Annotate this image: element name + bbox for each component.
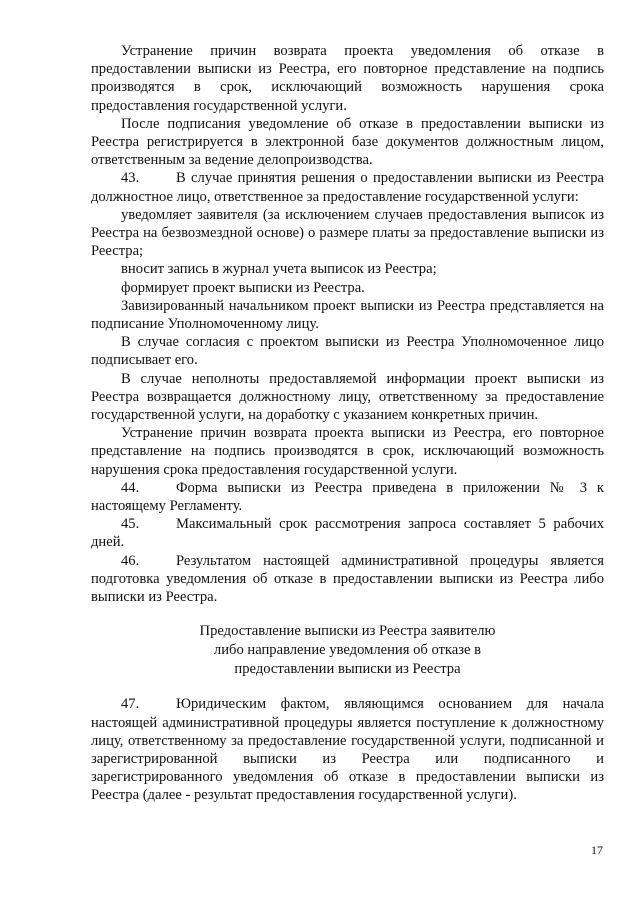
item-45-number: 45. (121, 516, 140, 533)
section-heading-line-2: либо направление уведомления об отказе в (213, 642, 482, 659)
item-43-number: 43. (121, 170, 140, 187)
section-heading-line-1: Предоставление выписки из Реестра заявителю (199, 623, 496, 640)
paragraph-return-reasons-notice: Устранение причин возврата проекта уведомления об отказе в предоставлении выписки из Реестра, его повторное представление на подпись производятся в срок, исключающий возможность нарушения срока предоставления государственной услуги. (91, 43, 604, 114)
paragraph-return-reasons-extract: Устранение причин возврата проекта выписки из Реестра, его повторное представление на подпись производятся в срок, исключающий возможность нарушения срока предоставления государственной услуги. (91, 425, 604, 478)
item-45 (91, 515, 604, 551)
item-44-text: Форма выписки из Реестра приведена в приложении № 3 к настоящему Регламенту. (91, 479, 604, 515)
item-47 (91, 695, 604, 804)
item-46-number: 46. (121, 552, 140, 569)
document-body (91, 42, 604, 805)
section-heading-line-3: предоставлении выписки из Реестра (234, 661, 461, 678)
item-46-text: Результатом настоящей административной процедуры является подготовка уведомления об отказе в предоставлении выписки из Реестра либо выписки из Реестра. (91, 552, 604, 606)
page-number: 17 (591, 843, 603, 857)
sub-item-draft-extract: формирует проект выписки из Реестра. (121, 279, 365, 296)
item-45-text: Максимальный срок рассмотрения запроса составляет 5 рабочих дней. (91, 516, 604, 551)
paragraph-signing-approval: В случае согласия с проектом выписки из Реестра Уполномоченное лицо подписывает его. (91, 334, 604, 369)
item-43-text: В случае принятия решения о предоставлении выписки из Реестра должностное лицо, ответственное за предоставление государственной услуги: (91, 170, 604, 205)
item-43 (91, 169, 604, 205)
paragraph-incomplete-info: В случае неполноты предоставляемой информации проект выписки из Реестра возвращается должностному лицу, ответственному за предоставление государственной услуги, на доработку с указанием конкретных причин. (91, 370, 604, 424)
item-47-text: Юридическим фактом, являющимся основанием для начала настоящей административной процедуры является поступление к должностному лицу, ответственному за предоставление государственной услуги, подписанной и зарегистрированной выписки из Реестра или подписанного и зарегистрированного уведомления об отказе в предоставлении выписки из Реестра (далее - результат предоставления государственной услуги). (91, 696, 604, 804)
paragraph-signing-submission: Завизированный начальником проект выписки из Реестра представляется на подписание Уполномоченному лицу. (91, 297, 604, 333)
item-44-number: 44. (121, 479, 140, 496)
item-46 (91, 552, 604, 607)
item-47-number: 47. (121, 696, 140, 713)
sub-item-journal-record: вносит запись в журнал учета выписок из Реестра; (121, 261, 437, 278)
section-heading (91, 622, 604, 679)
item-44 (91, 479, 604, 515)
sub-item-notify-applicant: уведомляет заявителя (за исключением случаев предоставления выписок из Реестра на безвозмездной основе) о размере платы за предоставление выписки из Реестра; (91, 206, 604, 260)
paragraph-notice-registration: После подписания уведомление об отказе в предоставлении выписки из Реестра регистрируется в электронной базе документов должностным лицом, ответственным за ведение делопроизводства. (91, 115, 604, 169)
